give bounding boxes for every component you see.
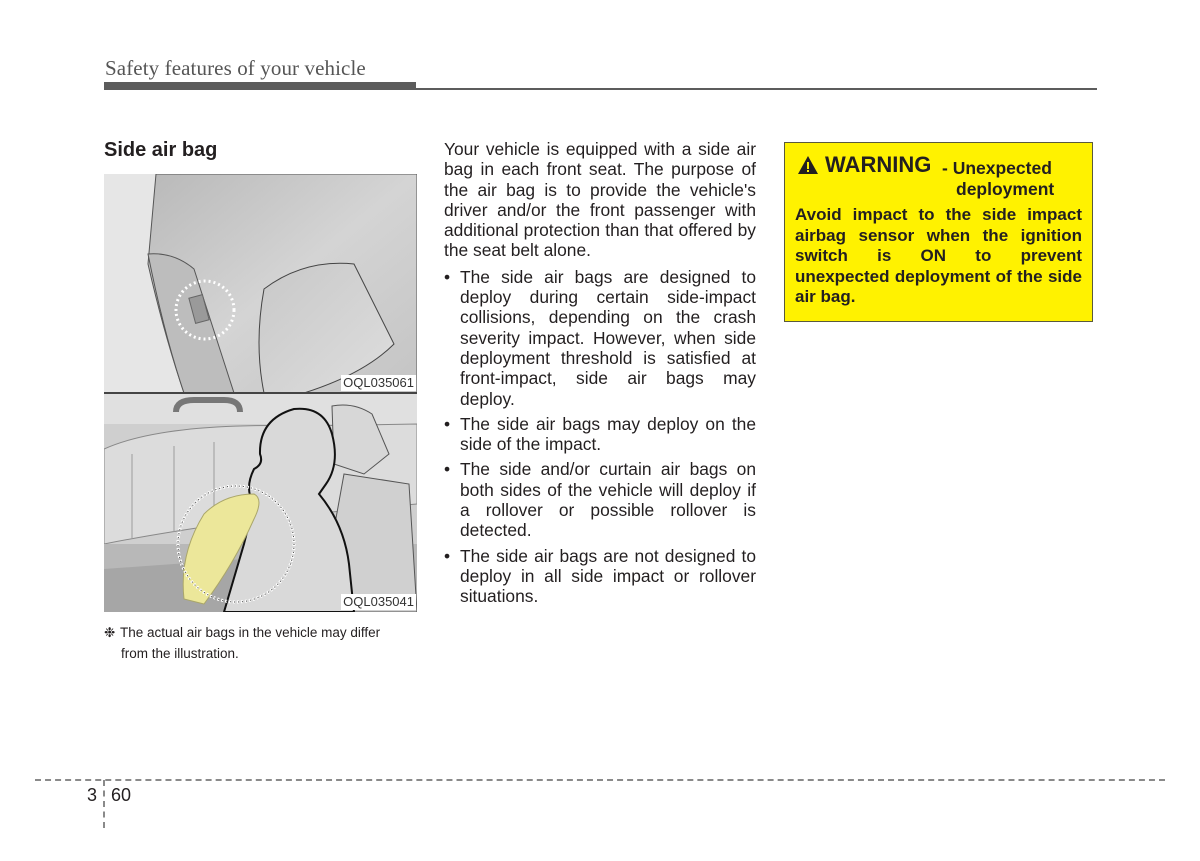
- warning-header: [795, 152, 1082, 199]
- bullet-text: The side air bags are not designed to deploy in all side impact or rollover situations.: [460, 545, 756, 607]
- footer-divider: [103, 780, 105, 828]
- warning-subtitle-2: deployment: [956, 179, 1055, 199]
- bullet-icon: •: [444, 266, 451, 287]
- header-rule-thick: [104, 82, 416, 90]
- footer-rule: [35, 779, 1165, 781]
- footnote-mark-icon: ❉: [104, 625, 116, 640]
- warning-label: WARNING: [825, 152, 932, 177]
- figure-code: OQL035061: [343, 375, 414, 390]
- airbag-illustration: [104, 394, 417, 612]
- bullet-item: [444, 546, 756, 607]
- warning-box: [784, 142, 1093, 322]
- bullet-icon: •: [444, 459, 451, 480]
- figure-airbag-deployed: [104, 393, 417, 612]
- chapter-number: 3: [87, 785, 98, 805]
- header-title: Safety features of your vehicle: [105, 56, 366, 80]
- header-rule-thin: [416, 88, 1097, 90]
- bullet-text: The side and/or curtain air bags on both sides of the vehicle will deploy if a rollover or possible rollover is detected.: [460, 459, 756, 541]
- warning-subtitle-1: - Unexpected: [942, 158, 1052, 178]
- footnote-text-cont: from the illustration.: [121, 646, 239, 661]
- body-text-column: [444, 139, 756, 612]
- warning-text: Avoid impact to the side impact airbag sensor when the ignition switch is ON to prevent unexpected deployment of the side air bag.: [795, 205, 1082, 306]
- figure-seat-sensor: [104, 174, 417, 393]
- warning-triangle-icon: [797, 155, 819, 175]
- page-number: 60: [111, 785, 132, 805]
- bullet-icon: •: [444, 545, 451, 566]
- footnote-text: The actual air bags in the vehicle may differ: [120, 625, 381, 640]
- bullet-text: The side air bags are designed to deploy during certain side-impact collisions, depending on the crash severity impact. However, when side deployment threshold is satisfied at front-impact, side air bags may deploy.: [460, 266, 756, 409]
- bullet-text: The side air bags may deploy on the side of the impact.: [460, 413, 756, 455]
- intro-paragraph: Your vehicle is equipped with a side air bag in each front seat. The purpose of the air bag is to provide the vehicle's driver and/or the front passenger with additional protection than that offered by the seat belt alone.: [444, 139, 756, 261]
- figure-code: OQL035041: [343, 594, 414, 609]
- section-title: Side air bag: [104, 139, 218, 161]
- bullet-item: [444, 414, 756, 455]
- seat-illustration: [104, 174, 417, 393]
- footnote: [104, 622, 424, 664]
- bullet-item: [444, 267, 756, 409]
- bullet-list: [444, 267, 756, 607]
- bullet-icon: •: [444, 413, 451, 434]
- bullet-item: [444, 459, 756, 540]
